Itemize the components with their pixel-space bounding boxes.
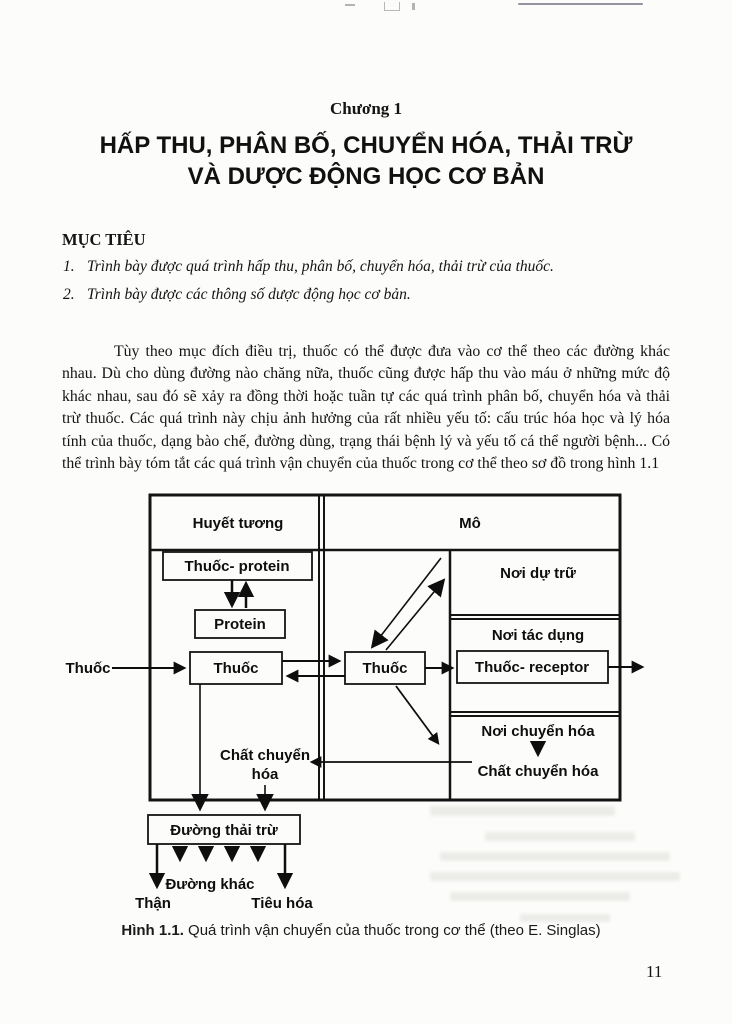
scan-artifact-mark xyxy=(384,2,400,11)
scan-artifact-line xyxy=(518,3,643,5)
action-site-label: Nơi tác dụng xyxy=(491,627,585,644)
plasma-metabolite-label: Chất chuyển xyxy=(219,747,311,764)
arrow-storage-to-drug xyxy=(373,558,441,646)
other-routes-label: Đường khác xyxy=(165,876,255,893)
objective-item xyxy=(63,286,663,304)
page-number: 11 xyxy=(646,962,663,981)
figure-caption-text: Quá trình vận chuyển của thuốc trong cơ thể (theo E. Singlas) xyxy=(183,922,601,939)
kidney-label: Thận xyxy=(135,895,171,912)
plasma-metabolite-label: hóa xyxy=(251,766,279,783)
page-title-line2: VÀ DƯỢC ĐỘNG HỌC CƠ BẢN xyxy=(187,163,545,190)
page-title xyxy=(40,130,692,192)
drug-input-label: Thuốc xyxy=(65,660,111,677)
elimination-label: Đường thải trừ xyxy=(170,822,278,839)
plasma-drug-label: Thuốc xyxy=(213,660,259,677)
arrow-drug-to-metabolism xyxy=(396,686,438,743)
scan-artifact-mark xyxy=(412,3,415,10)
tissue-header-label: Mô xyxy=(459,515,481,532)
objective-number: 2. xyxy=(63,286,75,303)
storage-site-label: Nơi dự trữ xyxy=(500,565,576,582)
objective-number: 1. xyxy=(63,258,75,275)
page-title-line1: HẤP THU, PHÂN BỐ, CHUYỂN HÓA, THẢI TRỪ xyxy=(99,132,633,159)
tissue-metabolite-label: Chất chuyển hóa xyxy=(477,763,599,780)
digestive-label: Tiêu hóa xyxy=(251,895,313,912)
scan-artifact-mark xyxy=(345,4,355,6)
objective-text: Trình bày được quá trình hấp thu, phân bố, chuyển hóa, thải trừ của thuốc. xyxy=(87,258,554,275)
figure-caption-number: Hình 1.1. xyxy=(121,922,184,939)
chapter-label: Chương 1 xyxy=(329,99,403,118)
plasma-header-label: Huyết tương xyxy=(192,515,284,532)
tissue-drug-label: Thuốc xyxy=(362,660,408,677)
drug-protein-label: Thuốc- protein xyxy=(184,558,290,575)
drug-receptor-label: Thuốc- receptor xyxy=(474,659,590,676)
objective-item xyxy=(63,258,663,276)
diagram-svg xyxy=(60,488,680,928)
metabolism-site-label: Nơi chuyển hóa xyxy=(481,723,595,740)
figure-caption xyxy=(0,922,722,939)
intro-paragraph: Tùy theo mục đích điều trị, thuốc có thể được đưa vào cơ thể theo các đường khác nhau. Dù cho dùng đường nào chăng nữa, thuốc cũng được hấp thu vào máu ở những mức độ khác nhau, sau đó sẽ xảy ra đồng thời hoặc tuần tự các quá trình phân bố, chuyển hóa và thải trừ thuốc. Các quá trình này chịu ảnh hưởng của rất nhiều yếu tố: cấu trúc hóa học và lý hóa tính của thuốc, dạng bào chế, đường dùng, trạng thái bệnh lý và yếu tố cá thể người bệnh... Có thể trình bày tóm tắt các quá trình vận chuyển của thuốc trong cơ thể theo sơ đồ trong hình 1.1 xyxy=(62,343,670,473)
pharmacokinetics-diagram xyxy=(60,488,680,928)
objective-text: Trình bày được các thông số dược động học cơ bản. xyxy=(87,286,411,303)
protein-label: Protein xyxy=(214,616,266,633)
objectives-heading: MỤC TIÊU xyxy=(62,230,146,249)
